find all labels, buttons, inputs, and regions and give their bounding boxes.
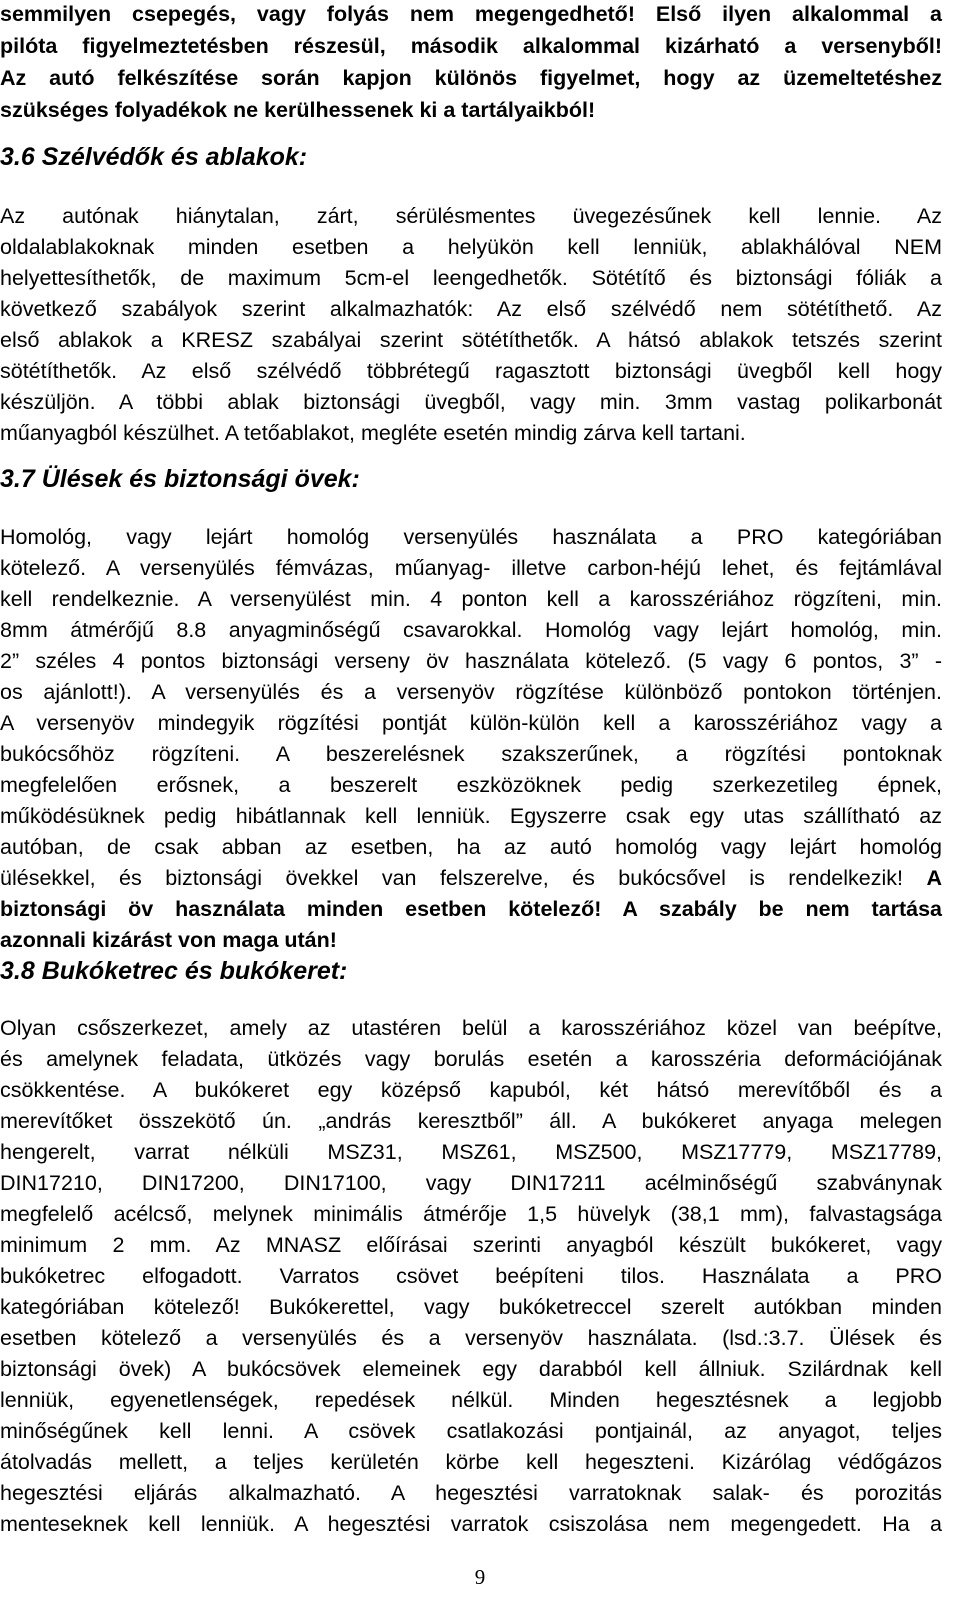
section-heading-3-6: 3.6 Szélvédők és ablakok: bbox=[0, 143, 308, 171]
paragraph-line: merevítőket összekötő ún. „andrás keresztből” áll. A bukókeret anyaga melegen bbox=[0, 1109, 942, 1133]
paragraph-line: autóban, de csak abban az esetben, ha az autó homológ vagy lejárt homológ bbox=[0, 835, 942, 859]
section-heading-3-8: 3.8 Bukóketrec és bukókeret: bbox=[0, 957, 348, 985]
paragraph-line: bukócsőhöz rögzíteni. A beszerelésnek szakszerűnek, a rögzítési pontoknak bbox=[0, 742, 942, 766]
paragraph-line-mixed bbox=[0, 862, 942, 894]
paragraph-line: biztonsági övek) A bukócsövek elemeinek egy darabból kell állniuk. Szilárdnak kell bbox=[0, 1357, 942, 1381]
bold-warning-line: azonnali kizárást von maga után! bbox=[0, 928, 337, 952]
paragraph-line: kell rendelkeznie. A versenyülést min. 4 ponton kell a karosszériához rögzíteni, min. bbox=[0, 587, 942, 611]
bold-text: A bbox=[926, 866, 942, 890]
paragraph-line: oldalablakoknak minden esetben a helyükön kell lenniük, ablakhálóval NEM bbox=[0, 235, 942, 259]
paragraph-line: minimum 2 mm. Az MNASZ előírásai szerinti anyagból készült bukókeret, vagy bbox=[0, 1233, 942, 1257]
paragraph-text: ülésekkel, és biztonsági övekkel van felszerelve, és bukócsővel is rendelkezik! bbox=[0, 866, 903, 890]
paragraph-line: kötelező. A versenyülés fémvázas, műanyag- illetve carbon-héjú lehet, és fejtámlával bbox=[0, 556, 942, 580]
paragraph-line: megfelelő acélcső, melynek minimális átmérője 1,5 hüvelyk (38,1 mm), falvastagsága bbox=[0, 1202, 942, 1226]
paragraph-line: Az autónak hiánytalan, zárt, sérülésmentes üvegezésűnek kell lennie. Az bbox=[0, 204, 942, 228]
paragraph-line: lenniük, egyenetlenségek, repedések nélkül. Minden hegesztésnek a legjobb bbox=[0, 1388, 942, 1412]
paragraph-line: hegesztési eljárás alkalmazható. A hegesztési varratoknak salak- és porozitás bbox=[0, 1481, 942, 1505]
paragraph-line: sötétíthetők. Az első szélvédő többrétegű ragasztott biztonsági üvegből kell hogy bbox=[0, 359, 942, 383]
paragraph-line: műanyagból készülhet. A tetőablakot, megléte esetén mindig zárva kell tartani. bbox=[0, 421, 746, 445]
paragraph-line: DIN17210, DIN17200, DIN17100, vagy DIN17211 acélminőségű szabványnak bbox=[0, 1171, 942, 1195]
paragraph-line: működésüknek pedig hibátlannak kell lenniük. Egyszerre csak egy utas szállítható az bbox=[0, 804, 942, 828]
paragraph-line: A versenyöv mindegyik rögzítési pontját külön-külön kell a karosszériához vagy a bbox=[0, 711, 942, 735]
paragraph-line: csökkentése. A bukókeret egy középső kapuból, két hátsó merevítőből és a bbox=[0, 1078, 942, 1102]
paragraph-line: 8mm átmérőjű 8.8 anyagminőségű csavarokkal. Homológ vagy lejárt homológ, min. bbox=[0, 618, 942, 642]
paragraph-line: Olyan csőszerkezet, amely az utastéren belül a karosszériához közel van beépítve, bbox=[0, 1016, 942, 1040]
paragraph-line: megfelelően erősnek, a beszerelt eszközöknek pedig szerkezetileg épnek, bbox=[0, 773, 942, 797]
paragraph-line: os ajánlott!). A versenyülés és a versenyöv rögzítése különböző pontokon történjen. bbox=[0, 680, 942, 704]
section-heading-3-7: 3.7 Ülések és biztonsági övek: bbox=[0, 465, 360, 493]
page-number: 9 bbox=[474, 1565, 486, 1589]
paragraph-line: következő szabályok szerint alkalmazhatók: Az első szélvédő nem sötétíthető. Az bbox=[0, 297, 942, 321]
paragraph-line: és amelynek feladata, ütközés vagy borulás esetén a karosszéria deformációjának bbox=[0, 1047, 942, 1071]
paragraph-line: készüljön. A többi ablak biztonsági üvegből, vagy min. 3mm vastag polikarbonát bbox=[0, 390, 942, 414]
intro-line: Az autó felkészítése során kapjon különös figyelmet, hogy az üzemeltetéshez bbox=[0, 66, 942, 90]
paragraph-line: esetben kötelező a versenyülés és a versenyöv használata. (lsd.:3.7. Ülések és bbox=[0, 1326, 942, 1350]
paragraph-line: 2” széles 4 pontos biztonsági verseny öv használata kötelező. (5 vagy 6 pontos, 3” - bbox=[0, 649, 942, 673]
paragraph-line: hengerelt, varrat nélküli MSZ31, MSZ61, MSZ500, MSZ17779, MSZ17789, bbox=[0, 1140, 942, 1164]
paragraph-line: bukóketrec elfogadott. Varratos csövet beépíteni tilos. Használata a PRO bbox=[0, 1264, 942, 1288]
paragraph-line: helyettesíthetők, de maximum 5cm-el leengedhetők. Sötétítő és biztonsági fóliák a bbox=[0, 266, 942, 290]
intro-line: semmilyen csepegés, vagy folyás nem megengedhető! Első ilyen alkalommal a bbox=[0, 2, 942, 26]
paragraph-line: menteseknek kell lenniük. A hegesztési varratok csiszolása nem megengedett. Ha a bbox=[0, 1512, 942, 1536]
paragraph-line: átolvadás mellett, a teljes kerületén körbe kell hegeszteni. Kizárólag védőgázos bbox=[0, 1450, 942, 1474]
paragraph-line: kategóriában kötelező! Bukókerettel, vagy bukóketreccel szerelt autókban minden bbox=[0, 1295, 942, 1319]
bold-warning-line: biztonsági öv használata minden esetben kötelező! A szabály be nem tartása bbox=[0, 897, 942, 921]
paragraph-line: Homológ, vagy lejárt homológ versenyülés használata a PRO kategóriában bbox=[0, 525, 942, 549]
intro-line: pilóta figyelmeztetésben részesül, második alkalommal kizárható a versenyből! bbox=[0, 34, 942, 58]
intro-line: szükséges folyadékok ne kerülhessenek ki a tartályaikból! bbox=[0, 98, 596, 122]
paragraph-line: minőségűnek kell lenni. A csövek csatlakozási pontjainál, az anyagot, teljes bbox=[0, 1419, 942, 1443]
paragraph-line: első ablakok a KRESZ szabályai szerint sötétíthetők. A hátsó ablakok tetszés szerint bbox=[0, 328, 942, 352]
